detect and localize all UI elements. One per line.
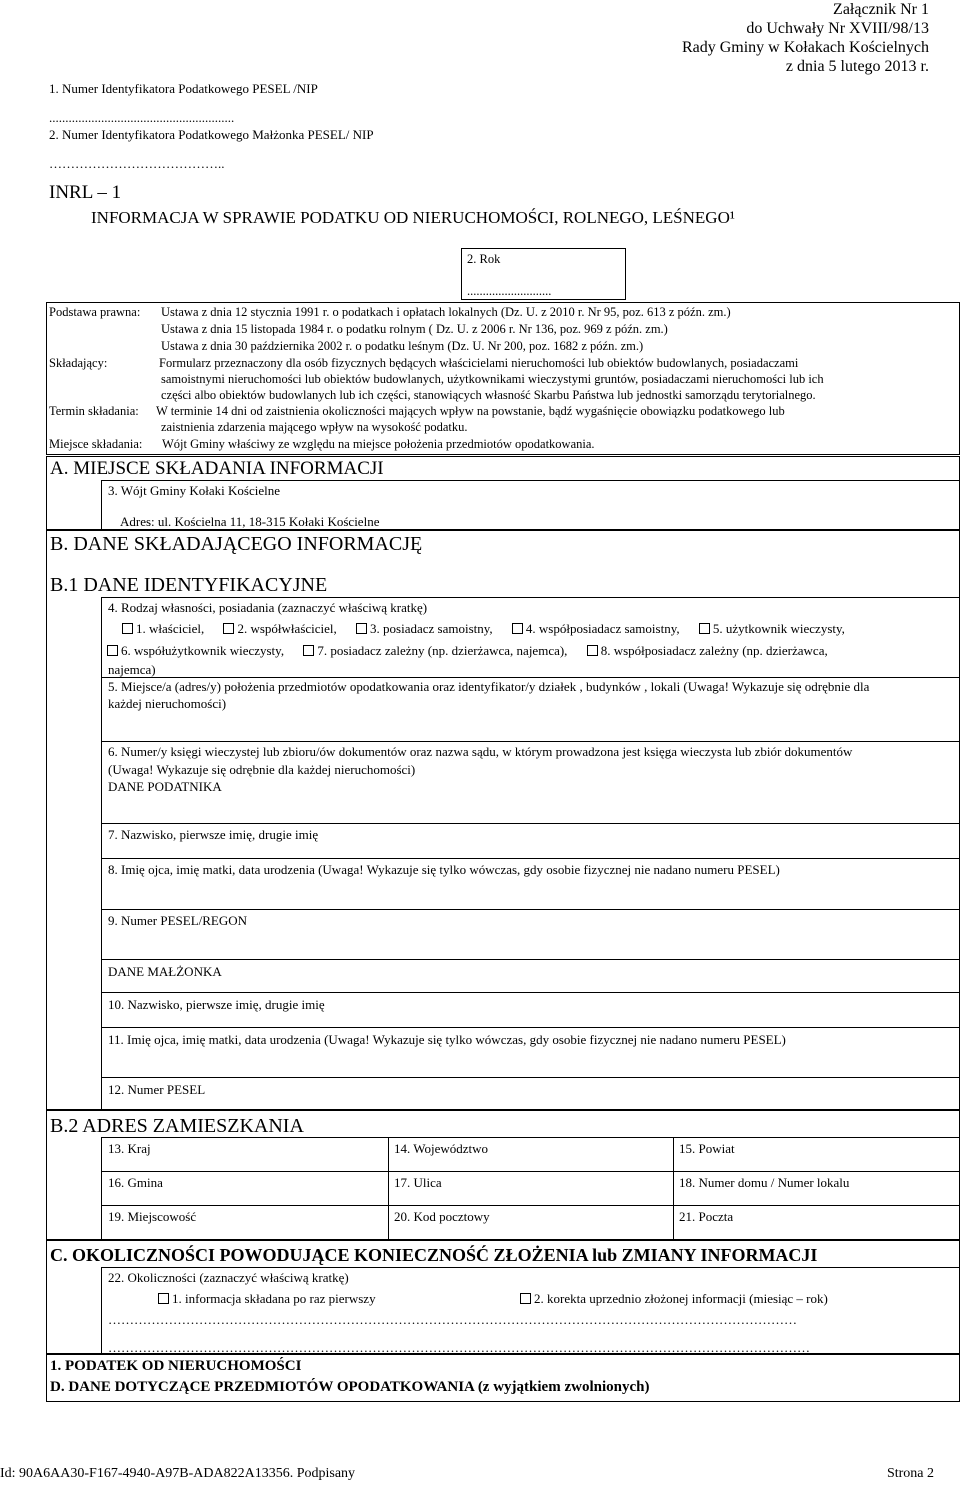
correction-dots-line-2[interactable]: ……………………………………………………………………………………………………………………………………………… [108,1340,810,1355]
address-post-office-label[interactable]: 21. Poczta [679,1209,734,1224]
miejsce-text: Wójt Gminy właściwy ze względu na miejsce położenia przedmiotów opodatkowania. [162,437,595,451]
checkbox-icon[interactable] [223,623,234,634]
field-6-line-1: 6. Numer/y księgi wieczystej lub zbioru/ów dokumentów oraz nazwa sądu, w którym prowadzona jest księga wieczysta lub zbiór dokumentów [108,744,853,759]
field-6-line-2: (Uwaga! Wykazuje się odrębnie dla każdej nieruchomości) [108,762,416,777]
correction-dots-line-1[interactable]: …………………………………………………………………………………………………………………………………………… [108,1312,797,1327]
spouse-data-heading: DANE MAŁŻONKA [108,964,222,979]
annex-council: Rady Gminy w Kołakach Kościelnych [681,39,929,56]
field-1-dots[interactable]: ......................................................... [49,110,235,125]
annex-number: Załącznik Nr 1 [833,1,929,18]
checkbox-icon[interactable] [512,623,523,634]
checkbox-icon[interactable] [107,645,118,656]
podstawa-label: Podstawa prawna: [49,305,141,319]
option-autonomous-co-holder[interactable]: 4. współposiadacz samoistny, [512,621,680,636]
checkbox-icon[interactable] [158,1293,169,1304]
option-perpetual-co-user[interactable]: 6. współużytkownik wieczysty, [107,643,284,658]
option-dependent-co-holder[interactable]: 8. współposiadacz zależny (np. dzierżawca, [587,643,828,658]
field-5-line-1: 5. Miejsce/a (adres/y) położenia przedmiotów opodatkowania oraz identyfikator/y działek , budynków , lokali (Uwaga! Wykazuje się odrębnie dla [108,679,870,694]
field-22-label: 22. Okoliczności (zaznaczyć właściwą kratkę) [108,1270,349,1285]
checkbox-icon[interactable] [587,645,598,656]
checkbox-icon[interactable] [303,645,314,656]
year-label: 2. Rok [467,252,501,266]
section-b2-title: B.2 ADRES ZAMIESZKANIA [50,1115,304,1137]
field-1-label: 1. Numer Identyfikatora Podatkowego PESEL /NIP [49,81,318,96]
option-correction[interactable]: 2. korekta uprzednio złożonej informacji (miesiąc – rok) [520,1291,828,1306]
field-2-label: 2. Numer Identyfikatora Podatkowego Małżonka PESEL/ NIP [49,127,374,142]
field-7-label: 7. Nazwisko, pierwsze imię, drugie imię [108,827,319,842]
skladajacy-line-1: Formularz przeznaczony dla osób fizycznych będących właścicielami nieruchomości lub obiektów budowlanych, posiadaczami [159,356,799,370]
address-municipality-label[interactable]: 16. Gmina [108,1175,163,1190]
checkbox-icon[interactable] [356,623,367,634]
option-first-submission[interactable]: 1. informacja składana po raz pierwszy [158,1291,376,1306]
field-11-label: 11. Imię ojca, imię matki, data urodzenia (Uwaga! Wykazuje się tylko wówczas, gdy osobie fizycznej nie nadano numeru PESEL) [108,1032,786,1047]
option-co-owner[interactable]: 2. współwłaściciel, [223,621,336,636]
address-house-number-label[interactable]: 18. Numer domu / Numer lokalu [679,1175,850,1190]
annex-resolution: do Uchwały Nr XVIII/98/13 [746,20,929,37]
address-country-label[interactable]: 13. Kraj [108,1141,151,1156]
form-code: INRL – 1 [49,182,122,203]
termin-line-1: W terminie 14 dni od zaistnienia okoliczności mających wpływ na powstanie, bądź wygaśnięcie obowiązku podatkowego lub [156,404,785,418]
checkbox-icon[interactable] [520,1293,531,1304]
address-county-label[interactable]: 15. Powiat [679,1141,735,1156]
field-10-label: 10. Nazwisko, pierwsze imię, drugie imię [108,997,325,1012]
termin-label: Termin składania: [49,404,139,418]
skladajacy-label: Składający: [49,356,108,370]
address-locality-label[interactable]: 19. Miejscowość [108,1209,197,1224]
ownership-options-row-1 [122,621,861,636]
ownership-options-row-2 [107,643,828,658]
annex-date: z dnia 5 lutego 2013 r. [785,58,929,75]
field-9-label: 9. Numer PESEL/REGON [108,913,248,928]
address-voivodeship-label[interactable]: 14. Województwo [394,1141,489,1156]
taxpayer-data-heading: DANE PODATNIKA [108,779,222,794]
address-postal-code-label[interactable]: 20. Kod pocztowy [394,1209,490,1224]
skladajacy-line-2: samoistnymi nieruchomości lub obiektów budowlanych, użytkownikami wieczystymi gruntów, posiadaczami nieruchomości lub ich [161,372,824,386]
field-2-dots[interactable]: ………………………………….. [49,156,225,171]
checkbox-icon[interactable] [699,623,710,634]
option-autonomous-holder[interactable]: 3. posiadacz samoistny, [356,621,493,636]
option-owner[interactable]: 1. właściciel, [122,621,204,636]
checkbox-icon[interactable] [122,623,133,634]
podstawa-line-2: Ustawa z dnia 15 listopada 1984 r. o podatku rolnym ( Dz. U. z 2006 r. Nr 136, poz. 969 z późn. zm.) [161,322,668,336]
podstawa-line-3: Ustawa z dnia 30 października 2002 r. o podatku leśnym (Dz. U. Nr 200, poz. 1682 z późn. zm.) [161,339,644,353]
field-8-label: 8. Imię ojca, imię matki, data urodzenia (Uwaga! Wykazuje się tylko wówczas, gdy osobie fizycznej nie nadano numeru PESEL) [108,862,780,877]
field-5-line-2: każdej nieruchomości) [108,696,227,711]
footer-document-id: Id: 90A6AA30-F167-4940-A97B-ADA822A13356. Podpisany [0,1466,356,1481]
field-12-label: 12. Numer PESEL [108,1082,206,1097]
section-b-box [46,530,960,1110]
miejsce-label: Miejsce składania: [49,437,143,451]
section-b-title: B. DANE SKŁADAJĄCEGO INFORMACJĘ [50,533,423,555]
form-title: INFORMACJA W SPRAWIE PODATKU OD NIERUCHOMOŚCI, ROLNEGO, LEŚNEGO¹ [91,208,735,227]
property-tax-heading: 1. PODATEK OD NIERUCHOMOŚCI [50,1358,302,1374]
footer-page-number: Strona 2 [886,1466,934,1481]
section-a-title: A. MIEJSCE SKŁADANIA INFORMACJI [50,458,384,479]
option-perpetual-user[interactable]: 5. użytkownik wieczysty, [699,621,845,636]
skladajacy-line-3: części albo obiektów budowlanych lub ich części, stanowiących własność Skarbu Państwa lub jednostki samorządu terytorialnego. [161,388,816,402]
termin-line-2: zaistnienia zdarzenia mającego wpływ na wysokość podatku. [161,420,468,434]
office-address: Adres: ul. Kościelna 11, 18-315 Kołaki Kościelne [120,514,380,529]
section-c-title: C. OKOLICZNOŚCI POWODUJĄCE KONIECZNOŚĆ ZŁOŻENIA lub ZMIANY INFORMACJI [50,1245,818,1265]
section-b1-title: B.1 DANE IDENTYFIKACYJNE [50,574,328,596]
field-4-label: 4. Rodzaj własności, posiadania (zaznaczyć właściwą kratkę) [108,600,428,615]
ownership-options-row-3: najemca) [108,662,156,677]
field-3-office: 3. Wójt Gminy Kołaki Kościelne [108,483,280,498]
annex-header [682,0,929,76]
year-dots: ........................... [467,284,552,298]
option-dependent-holder[interactable]: 7. posiadacz zależny (np. dzierżawca, najemca), [303,643,567,658]
section-d-title: D. DANE DOTYCZĄCE PRZEDMIOTÓW OPODATKOWANIA (z wyjątkiem zwolnionych) [50,1379,650,1395]
address-street-label[interactable]: 17. Ulica [394,1175,442,1190]
podstawa-line-1: Ustawa z dnia 12 stycznia 1991 r. o podatkach i opłatach lokalnych (Dz. U. z 2010 r. Nr 95, poz. 613 z późn. zm.) [161,305,731,319]
